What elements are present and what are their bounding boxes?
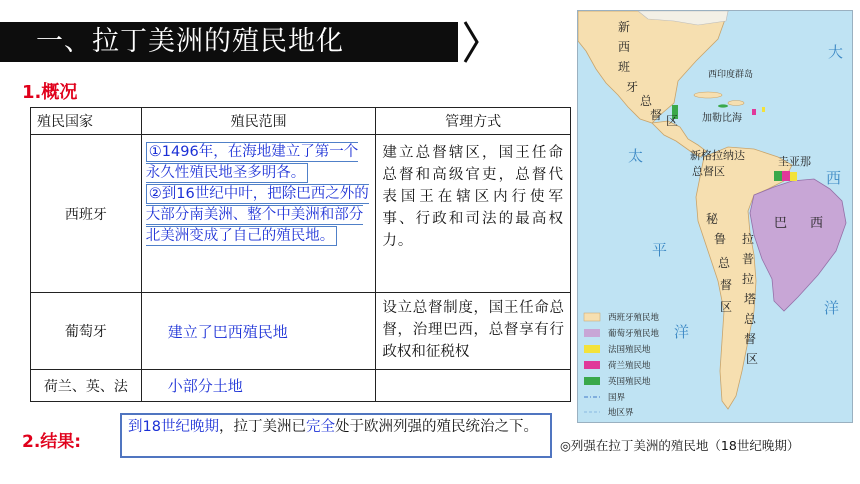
column-header: 管理方式 (376, 108, 571, 135)
map-label: 班 (618, 60, 631, 74)
map-label: 总 (718, 256, 731, 270)
map-label: 西 (826, 169, 842, 187)
map-label: 大 (828, 43, 844, 61)
british-guiana (774, 171, 782, 181)
map-label: 西 (618, 40, 631, 54)
column-header: 殖民国家 (31, 108, 142, 135)
column-header: 殖民范围 (141, 108, 376, 135)
legend-swatch (584, 361, 600, 369)
map-label: 总 (640, 94, 653, 108)
map-label: 督 (744, 332, 757, 346)
range-cell: 建立了巴西殖民地 (141, 293, 376, 370)
legend-label: 英国殖民地 (608, 377, 651, 387)
colonial-table (30, 107, 571, 402)
map-label: 区 (720, 300, 733, 314)
map-label: 总督区 (692, 165, 725, 178)
latin-america-map (577, 10, 853, 423)
map-label: 总 (744, 312, 757, 326)
management-cell: 设立总督制度，国王任命总督，治理巴西，总督享有行政权和征税权 (376, 293, 571, 370)
chevron-right-icon (462, 20, 480, 64)
map-label: 巴 (774, 216, 788, 231)
section-heading-overview: 1.概况 (22, 82, 78, 103)
table-header-row (31, 108, 571, 135)
result-text-box (120, 413, 552, 458)
legend-swatch (584, 345, 600, 353)
map-label: 督 (720, 278, 733, 292)
legend-label: 葡萄牙殖民地 (608, 329, 660, 339)
map-label: 区 (746, 352, 759, 366)
result-emphasis: 完全 (305, 419, 335, 435)
result-time: 到18世纪晚期 (128, 419, 219, 435)
range-cell (141, 135, 376, 293)
map-graphic (578, 11, 852, 422)
legend-label: 国界 (608, 393, 626, 403)
range-item-2: ②到16世纪中叶，把除巴西之外的大部分南美洲、整个中美洲和部分北美洲变成了自己的殖民地。 (145, 186, 369, 244)
map-label: 洋 (674, 323, 690, 341)
banner-title: 一、拉丁美洲的殖民地化 (36, 26, 344, 57)
country-cell: 葡萄牙 (31, 293, 142, 370)
map-label: 西 (810, 216, 824, 231)
island-french (762, 107, 765, 112)
map-label: 新 (618, 20, 631, 34)
range-cell: 小部分土地 (141, 370, 376, 402)
map-label: 加勒比海 (702, 113, 742, 124)
map-label: 圭亚那 (778, 155, 811, 168)
map-label: 普 (742, 252, 755, 266)
legend-swatch (584, 313, 600, 321)
management-cell (376, 370, 571, 402)
legend-label: 地区界 (608, 408, 634, 418)
map-label: 新格拉纳达 (690, 149, 745, 162)
map-caption: ◎列强在拉丁美洲的殖民地（18世纪晚期） (560, 438, 800, 453)
map-label: 秘 (706, 212, 719, 226)
map-label: 区 (666, 114, 679, 128)
legend-swatch (584, 329, 600, 337)
french-guiana (790, 172, 797, 181)
section-heading-result: 2.结果: (22, 432, 82, 452)
legend-label: 西班牙殖民地 (608, 313, 660, 323)
map-label: 拉 (742, 272, 755, 286)
range-item-1: ①1496年，在海地建立了第一个永久性殖民地圣多明各。 (145, 144, 359, 181)
legend-label: 荷兰殖民地 (608, 361, 651, 371)
map-label: 太 (628, 147, 644, 165)
table-row (31, 370, 571, 402)
map-label: 拉 (742, 232, 755, 246)
map-label: 西印度群岛 (708, 70, 754, 80)
map-label: 督 (650, 108, 663, 122)
table-row (31, 135, 571, 293)
map-label: 塔 (744, 292, 757, 306)
island-dutch (752, 109, 756, 115)
country-cell: 西班牙 (31, 135, 142, 293)
country-cell: 荷兰、英、法 (31, 370, 142, 402)
island-cuba (694, 92, 722, 98)
result-text: ，拉丁美洲已 (218, 419, 306, 435)
title-banner (0, 22, 458, 62)
result-text: 处于欧洲列强的殖民统治之下。 (334, 419, 538, 435)
legend-label: 法国殖民地 (608, 345, 651, 355)
map-label: 牙 (626, 80, 639, 94)
management-cell: 建立总督辖区，国王任命总督和高级官吏，总督代表国王在辖区内行使军事、行政和司法的最高权力。 (376, 135, 571, 293)
table-row (31, 293, 571, 370)
map-label: 平 (652, 241, 668, 259)
island-hispaniola (728, 101, 744, 106)
legend-swatch (584, 377, 600, 385)
map-label: 鲁 (714, 232, 727, 246)
map-label: 洋 (824, 299, 840, 317)
dutch-guiana (782, 171, 790, 181)
island-jamaica (718, 104, 728, 107)
